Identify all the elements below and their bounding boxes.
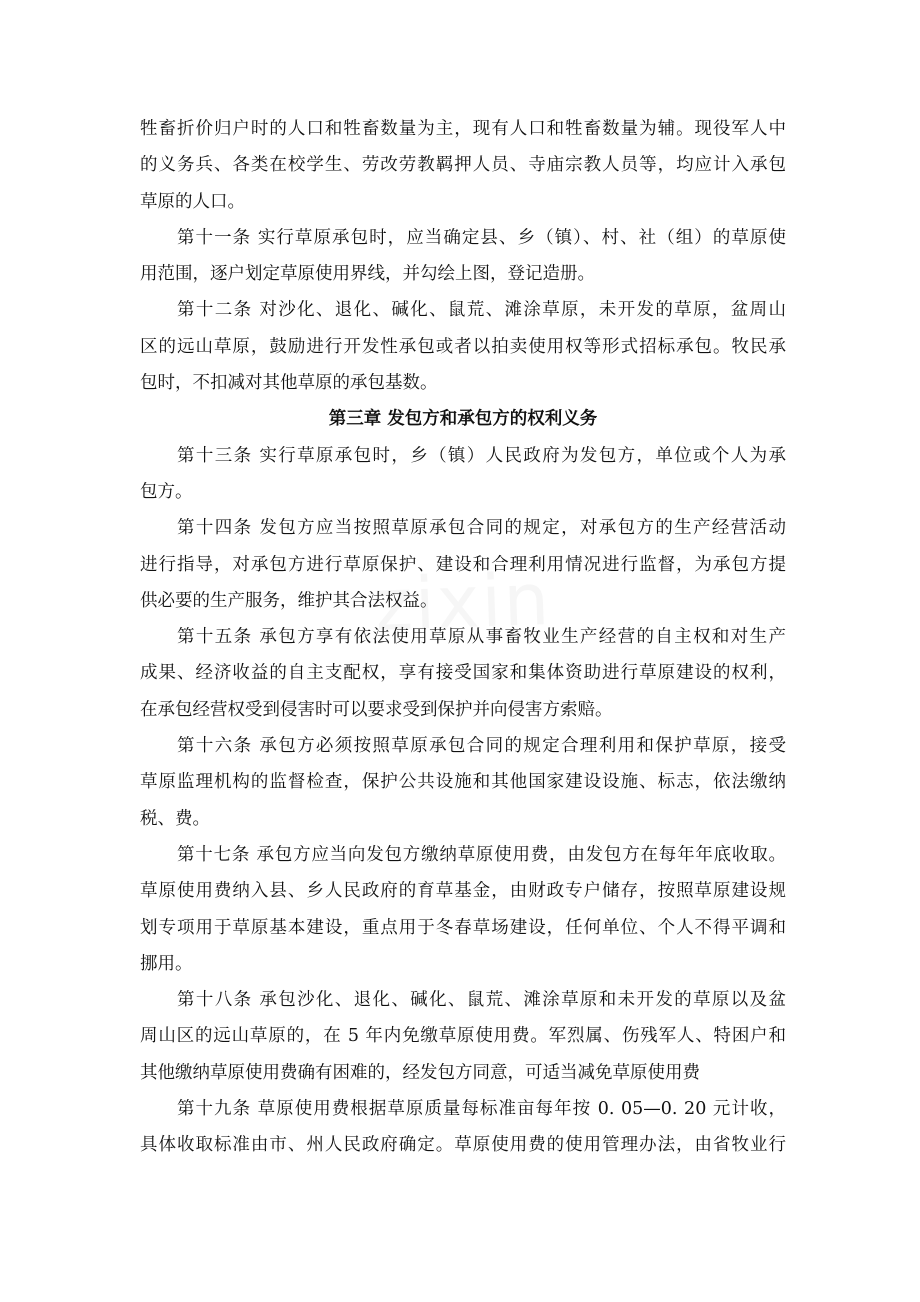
paragraph-line: 具体收取标准由市、州人民政府确定。草原使用费的使用管理办法，由省牧业行 [140, 1135, 786, 1156]
paragraph-line: 其他缴纳草原使用费确有困难的，经发包方同意，可适当减免草原使用费 [140, 1062, 700, 1083]
document-body [140, 111, 786, 1164]
article-first-line: 第十二条 对沙化、退化、碱化、鼠荒、滩涂草原，未开发的草原，盆周山 [177, 300, 786, 321]
paragraph-line: 税、费。 [140, 808, 210, 829]
paragraph-line: 划专项用于草原基本建设，重点用于冬春草场建设，任何单位、个人不得平调和 [140, 917, 786, 938]
article-first-line: 第十六条 承包方必须按照草原承包合同的规定合理利用和保护草原，接受 [177, 736, 786, 757]
paragraph-line: 草原监理机构的监督检查，保护公共设施和其他国家建设设施、标志，依法缴纳 [140, 772, 786, 793]
article-first-line: 第十五条 承包方享有依法使用草原从事畜牧业生产经营的自主权和对生产 [177, 627, 786, 648]
article-first-line: 第十八条 承包沙化、退化、碱化、鼠荒、滩涂草原和未开发的草原以及盆 [177, 990, 786, 1011]
article-first-line: 第十四条 发包方应当按照草原承包合同的规定，对承包方的生产经营活动 [177, 518, 786, 539]
paragraph-line: 区的远山草原，鼓励进行开发性承包或者以拍卖使用权等形式招标承包。牧民承 [140, 336, 786, 357]
paragraph-line: 包时，不扣减对其他草原的承包基数。 [140, 373, 438, 394]
paragraph-line: 挪用。 [140, 953, 193, 974]
paragraph-line: 周山区的远山草原的，在 5 年内免缴草原使用费。军烈属、伤残军人、特困户和 [140, 1026, 786, 1047]
paragraph-line: 用范围，逐户划定草原使用界线，并勾绘上图，登记造册。 [140, 264, 595, 285]
paragraph-line: 进行指导，对承包方进行草原保护、建设和合理利用情况进行监督，为承包方提 [140, 554, 786, 575]
paragraph-line: 成果、经济收益的自主支配权，享有接受国家和集体资助进行草原建设的权利， [140, 663, 786, 684]
paragraph-line: 在承包经营权受到侵害时可以要求受到保护并向侵害方索赔。 [140, 699, 613, 720]
article-first-line: 第十三条 实行草原承包时，乡（镇）人民政府为发包方，单位或个人为承 [177, 445, 786, 466]
article-first-line: 第十九条 草原使用费根据草原质量每标准亩每年按 0. 05—0. 20 元计收， [177, 1099, 786, 1120]
paragraph-line: 牲畜折价归户时的人口和牲畜数量为主，现有人口和牲畜数量为辅。现役军人中 [140, 119, 786, 139]
paragraph-line: 草原使用费纳入县、乡人民政府的育草基金，由财政专户储存，按照草原建设规 [140, 881, 786, 902]
chapter-heading: 第三章 发包方和承包方的权利义务 [328, 409, 598, 430]
paragraph-line: 的义务兵、各类在校学生、劳改劳教羁押人员、寺庙宗教人员等，均应计入承包 [140, 155, 786, 176]
article-first-line: 第十一条 实行草原承包时，应当确定县、乡（镇）、村、社（组）的草原使 [177, 227, 786, 248]
paragraph-line: 包方。 [140, 481, 193, 502]
paragraph-line: 供必要的生产服务，维护其合法权益。 [140, 590, 438, 611]
paragraph-line: 草原的人口。 [140, 191, 245, 212]
article-first-line: 第十七条 承包方应当向发包方缴纳草原使用费，由发包方在每年年底收取。 [177, 844, 786, 865]
